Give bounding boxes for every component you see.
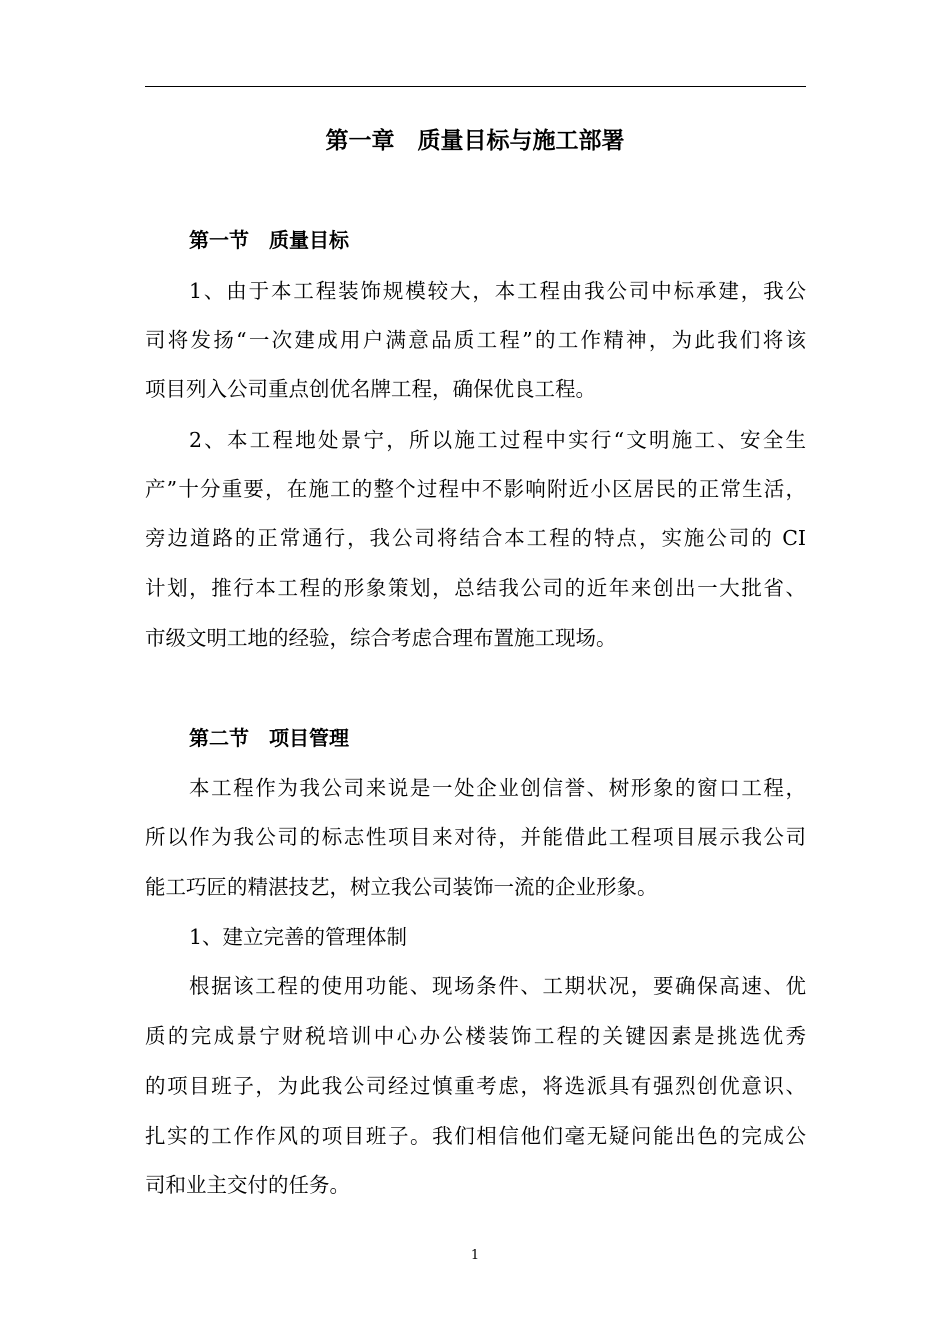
paragraph-line: 产”十分重要，在施工的整个过程中不影响附近小区居民的正常生活， (145, 477, 806, 501)
paragraph-line: 旁边道路的正常通行，我公司将结合本工程的特点，实施公司的 CI (145, 526, 806, 550)
paragraph-line: 项目列入公司重点创优名牌工程，确保优良工程。 (145, 377, 596, 401)
section-heading-project-management: 第二节 项目管理 (189, 726, 349, 750)
chapter-title: 第一章 质量目标与施工部署 (325, 128, 625, 154)
paragraph-line: 所以作为我公司的标志性项目来对待，并能借此工程项目展示我公司 (145, 825, 806, 849)
page-number: 1 (470, 1248, 480, 1263)
section-heading-quality-goal: 第一节 质量目标 (189, 228, 349, 252)
paragraph-line: 司和业主交付的任务。 (145, 1173, 350, 1197)
header-rule (145, 86, 806, 87)
paragraph-line: 2、本工程地处景宁，所以施工过程中实行“文明施工、安全生 (189, 428, 806, 452)
paragraph-line: 质的完成景宁财税培训中心办公楼装饰工程的关键因素是挑选优秀 (145, 1024, 806, 1048)
paragraph-line: 根据该工程的使用功能、现场条件、工期状况，要确保高速、优 (189, 974, 806, 998)
paragraph-line: 市级文明工地的经验，综合考虑合理布置施工现场。 (145, 626, 617, 650)
paragraph-line: 计划，推行本工程的形象策划，总结我公司的近年来创出一大批省、 (145, 576, 806, 600)
paragraph-line: 1、由于本工程装饰规模较大，本工程由我公司中标承建，我公 (189, 279, 806, 303)
paragraph-line: 司将发扬“一次建成用户满意品质工程”的工作精神，为此我们将该 (145, 328, 806, 352)
paragraph-line: 本工程作为我公司来说是一处企业创信誉、树形象的窗口工程， (189, 776, 806, 800)
paragraph-line: 的项目班子，为此我公司经过慎重考虑，将选派具有强烈创优意识、 (145, 1074, 806, 1098)
list-item-heading: 1、建立完善的管理体制 (189, 925, 408, 949)
paragraph-line: 扎实的工作作风的项目班子。我们相信他们毫无疑问能出色的完成公 (145, 1124, 806, 1148)
paragraph-line: 能工巧匠的精湛技艺，树立我公司装饰一流的企业形象。 (145, 875, 658, 899)
